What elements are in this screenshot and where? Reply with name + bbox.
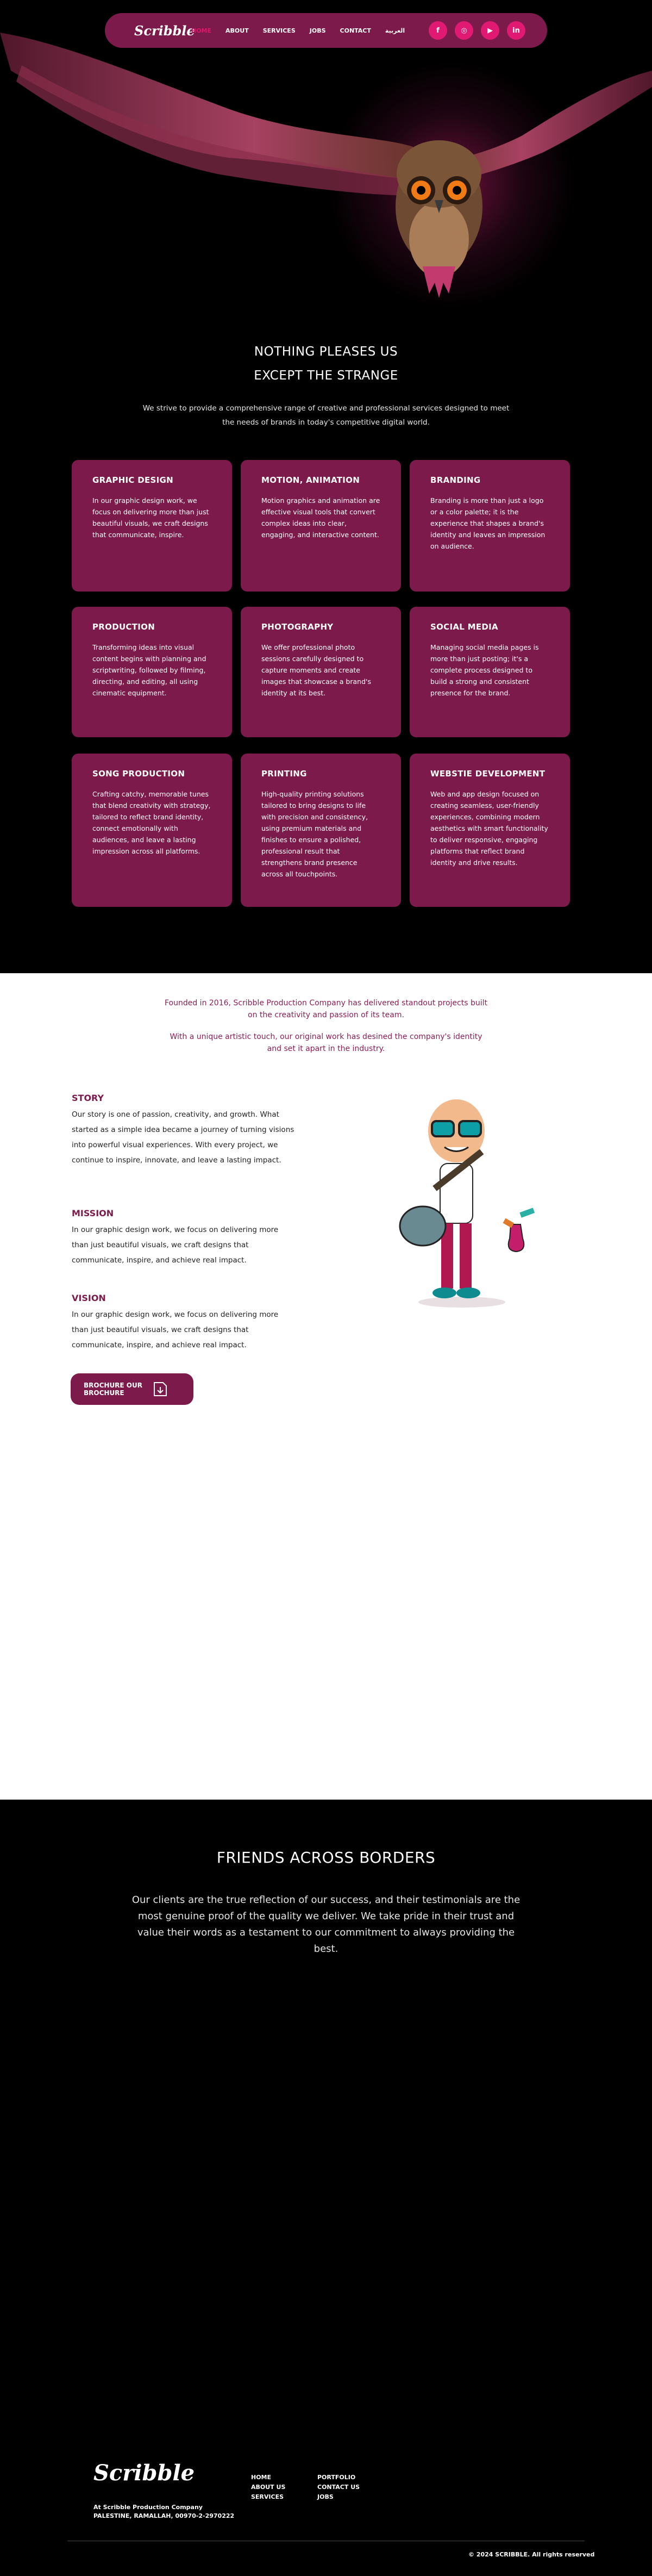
service-card xyxy=(410,460,570,592)
instagram-icon[interactable]: ◎ xyxy=(455,21,473,40)
brochure-download-button[interactable] xyxy=(71,1373,193,1405)
intro-text: We strive to provide a comprehensive range of creative and professional services designed to meet the needs of brands in today's competitive digital world. xyxy=(142,404,510,427)
footer-link-portfolio[interactable]: PORTFOLIO xyxy=(317,2474,356,2481)
service-text: Web and app design focused on creating seamless, user-friendly experiences, combining modern aesthetics with smart functionality to deliver responsive, engaging platforms that reflect brand identity and drive results. xyxy=(430,790,548,867)
main-navbar xyxy=(105,13,547,48)
friends-title: FRIENDS ACROSS BORDERS xyxy=(216,1849,436,1866)
footer-link-jobs[interactable]: JOBS xyxy=(317,2493,334,2500)
service-text: Transforming ideas into visual content begins with planning and scriptwriting, followed by filming, directing, and editing, all using cinematic equipment. xyxy=(92,643,206,697)
hero-section xyxy=(0,0,652,337)
footer-link-about[interactable]: ABOUT US xyxy=(251,2484,286,2491)
service-card xyxy=(241,460,401,592)
service-title: SONG PRODUCTION xyxy=(92,769,185,779)
about-lead-identity: With a unique artistic touch, our original work has desined the company's identity and set it apart in the industry. xyxy=(170,1032,482,1053)
service-title: WEBSTIE DEVELOPMENT xyxy=(430,769,546,779)
service-card xyxy=(410,754,570,907)
about-lead-founded: Founded in 2016, Scribble Production Company has delivered standout projects built on the creativity and passion of its team. xyxy=(164,999,488,1019)
story-text: Our story is one of passion, creativity, and growth. What started as a simple idea became a journey of turning visions into powerful visual experiences. With every project, we continue to inspire, innovate, and leave a lasting impact. xyxy=(72,1110,294,1165)
mission-text: In our graphic design work, we focus on delivering more than just beautiful visuals, we craft designs that communicate, inspire, and achieve real impact. xyxy=(72,1225,279,1265)
service-text: Crafting catchy, memorable tunes that blend creativity with strategy, tailored to reflect brand identity, connect emotionally with audiences, and leave a lasting impression across all platforms. xyxy=(92,790,211,855)
service-card xyxy=(72,754,232,907)
nav-contact[interactable]: CONTACT xyxy=(340,27,371,34)
service-card xyxy=(72,460,232,592)
youtube-icon[interactable]: ▶ xyxy=(481,21,499,40)
service-card xyxy=(241,607,401,737)
service-title: MOTION, ANIMATION xyxy=(261,475,360,485)
service-text: High-quality printing solutions tailored to bring designs to life with precision and consistency, using premium materials and finishes to ensure a polished, professional result that strengthens brand presence across all touchpoints. xyxy=(261,790,368,878)
nav-language-arabic[interactable]: العربية xyxy=(385,27,405,34)
service-text: Motion graphics and animation are effective visual tools that convert complex ideas into clear, engaging, and interactive content. xyxy=(261,496,380,539)
service-text: In our graphic design work, we focus on delivering more than just beautiful visuals, we craft designs that communicate, inspire. xyxy=(92,496,209,539)
service-title: GRAPHIC DESIGN xyxy=(92,475,173,485)
service-text: Branding is more than just a logo or a color palette; it is the experience that shapes a brand's identity and leaves an impression on audience. xyxy=(430,496,546,550)
services-grid xyxy=(72,460,570,907)
footer-logo[interactable]: Scribble xyxy=(93,2460,195,2486)
service-title: BRANDING xyxy=(430,475,481,485)
nav-jobs[interactable]: JOBS xyxy=(309,27,326,34)
nav-home[interactable]: HOME xyxy=(191,27,212,34)
brand-logo[interactable]: Scribble xyxy=(134,22,195,39)
social-links xyxy=(429,21,525,40)
story-title: STORY xyxy=(72,1093,104,1103)
facebook-icon[interactable]: f xyxy=(429,21,447,40)
footer-links-col1 xyxy=(251,2474,285,2500)
owl-illustration xyxy=(0,0,652,337)
service-title: PRINTING xyxy=(261,769,307,779)
mascot-illustration xyxy=(380,1087,543,1316)
service-card xyxy=(72,607,232,737)
vision-text: In our graphic design work, we focus on delivering more than just beautiful visuals, we craft designs that communicate, inspire, and achieve real impact. xyxy=(72,1310,279,1349)
service-title: PRODUCTION xyxy=(92,622,155,632)
footer-link-services[interactable]: SERVICES xyxy=(251,2493,284,2500)
service-title: SOCIAL MEDIA xyxy=(430,622,498,632)
intro-title-line2: EXCEPT THE STRANGE xyxy=(254,369,398,383)
footer-address: At Scribble Production Company PALESTINE, RAMALLAH, 00970-2-2970222 xyxy=(93,2504,235,2519)
intro-title-line1: NOTHING PLEASES US xyxy=(254,345,398,359)
footer-link-contact[interactable]: CONTACT US xyxy=(317,2484,360,2491)
mission-title: MISSION xyxy=(72,1208,114,1218)
download-icon xyxy=(149,1378,171,1400)
vision-title: VISION xyxy=(72,1293,106,1303)
nav-links xyxy=(191,27,405,34)
linkedin-icon[interactable]: in xyxy=(507,21,525,40)
footer-links-col2 xyxy=(317,2474,360,2500)
brochure-label: BROCHURE OUR BROCHURE xyxy=(84,1382,142,1397)
copyright-text: © 2024 SCRIBBLE. All rights reserved xyxy=(468,2551,595,2558)
nav-about[interactable]: ABOUT xyxy=(225,27,249,34)
service-card xyxy=(410,607,570,737)
service-text: We offer professional photo sessions carefully designed to capture moments and create images that showcase a brand's identity at its best. xyxy=(261,643,371,697)
service-text: Managing social media pages is more than just posting; it's a complete process designed to build a strong and consistent presence for the brand. xyxy=(430,643,539,697)
service-title: PHOTOGRAPHY xyxy=(261,622,334,632)
footer-link-home[interactable]: HOME xyxy=(251,2474,272,2481)
nav-services[interactable]: SERVICES xyxy=(262,27,296,34)
service-card xyxy=(241,754,401,907)
friends-text: Our clients are the true reflection of our success, and their testimonials are the most genuine proof of the quality we deliver. We take pride in their trust and value their words as a testament to our commitment to always providing the best. xyxy=(131,1894,521,1955)
